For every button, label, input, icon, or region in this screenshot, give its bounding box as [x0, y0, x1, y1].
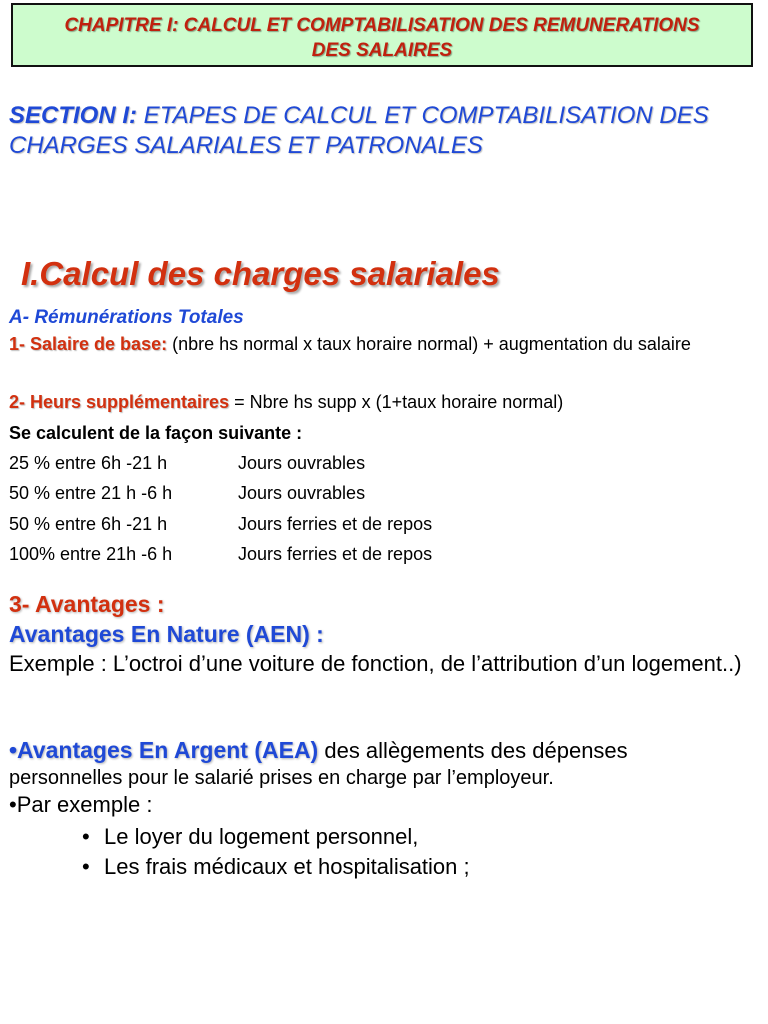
heures-supp-text: = Nbre hs supp x (1+taux horaire normal) [229, 392, 564, 412]
rate-row [9, 542, 432, 566]
subsection-a-title: A- Rémunérations Totales [9, 307, 244, 328]
section-title-line2: CHARGES SALARIALES ET PATRONALES [9, 132, 483, 159]
aea-label: •Avantages En Argent (AEA) [9, 737, 319, 763]
rate-days: Jours ferries et de repos [238, 544, 433, 564]
section-title-line1: ETAPES DE CALCUL ET COMPTABILISATION DES [137, 102, 709, 129]
salaire-base-label: 1- Salaire de base: [9, 334, 168, 354]
rate-value: 25 % entre 6h -21 h [9, 453, 168, 473]
aen-example: Exemple : L’octroi d’une voiture de fonction, de l’attribution d’un logement..) [9, 651, 742, 676]
aen-heading: Avantages En Nature (AEN) : [9, 621, 324, 647]
rate-days: Jours ouvrables [238, 483, 366, 503]
rate-days: Jours ouvrables [238, 453, 366, 473]
aea-paragraph [9, 737, 759, 791]
rate-value: 100% entre 21h -6 h [9, 544, 173, 564]
part-title: I.Calcul des charges salariales [21, 255, 500, 292]
section-title [9, 101, 761, 161]
rate-row [9, 512, 432, 536]
list-item: • Les frais médicaux et hospitalisation ; [82, 852, 470, 882]
salaire-base-paragraph [9, 332, 757, 356]
chapter-title-box [11, 3, 753, 67]
avantages-heading: 3- Avantages : [9, 591, 165, 617]
salaire-base-text: (nbre hs normal x taux horaire normal) + augmentation du salaire [167, 334, 691, 354]
calcul-intro: Se calculent de la façon suivante : [9, 423, 303, 443]
chapter-title-line1: CHAPITRE I: CALCUL ET COMPTABILISATION DES REMUNERATIONS [64, 15, 700, 36]
rate-value: 50 % entre 21 h -6 h [9, 483, 173, 503]
chapter-title-line2: DES SALAIRES [311, 40, 453, 61]
aea-text-1: des allègements des dépenses [318, 738, 628, 763]
rate-row [9, 451, 365, 475]
section-label: SECTION I: [9, 102, 138, 129]
examples-list [82, 822, 470, 882]
heures-supp-paragraph [9, 390, 757, 414]
aea-text-2: personnelles pour le salarié prises en charge par l’employeur. [9, 767, 554, 789]
list-item: • Le loyer du logement personnel, [82, 822, 470, 852]
rate-value: 50 % entre 6h -21 h [9, 514, 168, 534]
heures-supp-label: 2- Heurs supplémentaires [9, 392, 230, 412]
rate-days: Jours ferries et de repos [238, 514, 433, 534]
par-exemple: •Par exemple : [9, 792, 153, 817]
rate-row [9, 481, 365, 505]
